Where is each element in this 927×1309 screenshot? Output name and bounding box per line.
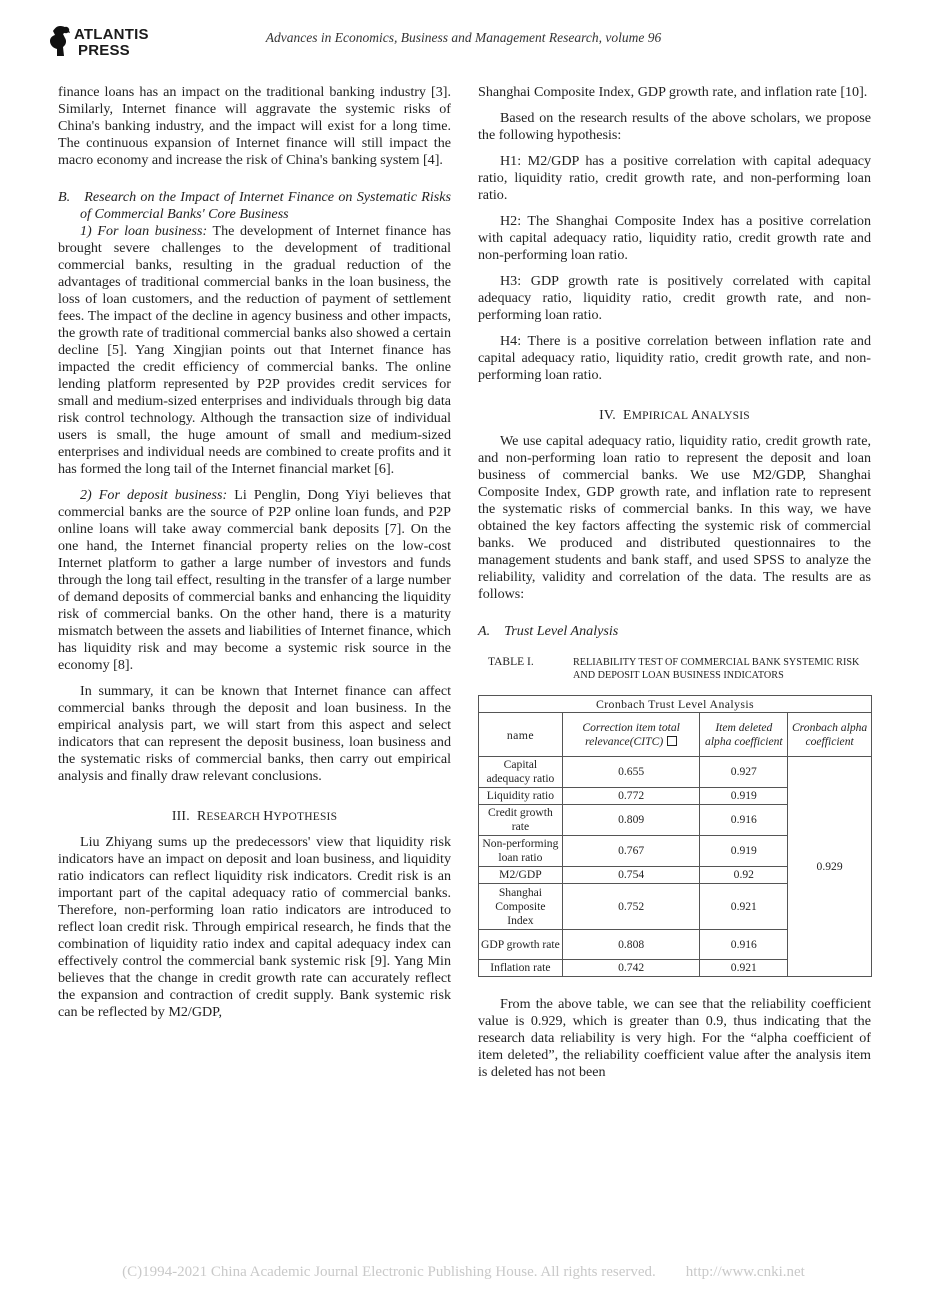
paragraph-empirical-method: We use capital adequacy ratio, liquidity ratio, credit growth rate, and non-performing loan ratio to represent the deposit and loan business of commercial banks. We use M2/GDP, Shanghai Composite Index, GDP growth rate, and inflation rate to represent the systematic risks of commercial banks. In this way, we have obtained the key factors affecting the systemic risk of commercial banks. We produced and distributed questionnaires to the management students and bank staff, and used SPSS to analyze the reliability, validity and correlation of the data. The results are as follows: — [478, 433, 871, 602]
section-heading-empirical-analysis — [478, 406, 871, 425]
paragraph-deposit-business — [58, 487, 451, 674]
section-heading-research-hypothesis — [58, 807, 451, 826]
row-item-deleted: 0.916 — [700, 805, 788, 836]
hypothesis-h2: H2: The Shanghai Composite Index has a positive correlation with capital adequacy ratio, liquidity ratio, credit growth rate and non-performing loan ratio. — [478, 213, 871, 263]
loan-business-text: The development of Internet finance has brought severe challenges to the development of traditional commercial banks, resulting in the gradual reduction of the advantages of traditional commercial banks in the loan business, the loss of loan customers, and the reduction of payment of settlement fees. The impact of the decline in agency business and other impacts, the growth rate of traditional commercial banks also showed a certain decline [5]. Yang Xingjian points out that Internet finance has impacted the credit efficiency of commercial banks. The online lending platform represented by P2P provides credit services for small and medium-sized enterprises and individuals through big data risk control technology. Although the transaction size of individual users is small, the huge amount of small and medium-sized enterprises and individual needs are combined to create profits and it has formed the long tail of the Internet financial market [6]. — [58, 223, 451, 477]
column-header-citc — [562, 713, 700, 757]
left-column — [58, 84, 451, 1021]
row-item-deleted: 0.916 — [700, 930, 788, 960]
section-smallcaps: NALYSIS — [701, 410, 750, 422]
running-head: Advances in Economics, Business and Management Research, volume 96 — [265, 30, 662, 45]
logo-text-press: PRESS — [78, 42, 130, 59]
section-initial: E — [623, 407, 632, 422]
section-initial: A — [690, 407, 702, 422]
hypothesis-h1: H1: M2/GDP has a positive correlation with capital adequacy ratio, liquidity ratio, credit growth rate, and non-performing loan ratio. — [478, 153, 871, 203]
row-name: Liquidity ratio — [479, 788, 563, 805]
copyright-footer: (C)1994-2021 China Academic Journal Electronic Publishing House. All rights reserved. http://www.cnki.net — [122, 1264, 805, 1280]
row-citc: 0.752 — [562, 884, 700, 930]
paragraph-continuation: Shanghai Composite Index, GDP growth rate, and inflation rate [10]. — [478, 84, 868, 100]
row-name: Shanghai Composite Index — [479, 884, 563, 930]
row-citc: 0.742 — [562, 960, 700, 977]
row-name: M2/GDP — [479, 867, 563, 884]
table-caption-text: RELIABILITY TEST OF COMMERCIAL BANK SYSTEMIC RISK AND DEPOSIT LOAN BUSINESS INDICATORS — [573, 657, 860, 681]
table-title: Cronbach Trust Level Analysis — [479, 696, 872, 713]
row-citc: 0.808 — [562, 930, 700, 960]
section-smallcaps: ESEARCH — [206, 811, 264, 823]
row-item-deleted: 0.919 — [700, 836, 788, 867]
row-citc: 0.772 — [562, 788, 700, 805]
column-header-name: name — [479, 713, 563, 757]
hypothesis-h3: H3: GDP growth rate is positively correlated with capital adequacy ratio, liquidity ratio, credit growth rate, and non-performing loan ratio. — [478, 273, 871, 323]
table-label: TABLE I. — [488, 656, 534, 668]
row-citc: 0.655 — [562, 757, 700, 788]
section-initial: R — [196, 808, 207, 823]
section-number: IV. — [599, 407, 624, 422]
table-row — [479, 757, 872, 788]
subsection-b-heading: B. Research on the Impact of Internet Finance on Systematic Risks of Commercial Banks' Core Business — [58, 189, 451, 222]
row-name: Credit growth rate — [479, 805, 563, 836]
loan-business-title: 1) For loan business: — [80, 223, 208, 239]
row-item-deleted: 0.921 — [700, 960, 788, 977]
row-item-deleted: 0.92 — [700, 867, 788, 884]
row-citc: 0.767 — [562, 836, 700, 867]
row-citc: 0.809 — [562, 805, 700, 836]
paragraph-loan-business — [58, 223, 451, 478]
subsection-a-heading: A. Trust Level Analysis — [478, 623, 619, 639]
row-name: Non-performing loan ratio — [479, 836, 563, 867]
row-item-deleted: 0.921 — [700, 884, 788, 930]
paragraph-liu-zhiyang: Liu Zhiyang sums up the predecessors' view that liquidity risk indicators have an impact on deposit and loan business, and liquidity ratio indicators can reflect liquidity risk indicators. Credit risk is an important part of the capital adequacy ratio of commercial banks. Therefore, non-performing loan ratio indicators are introduced to reflect loan credit risk. Through empirical research, he finds that the combination of liquidity ratio index and capital adequacy index can effectively control the commercial bank systemic risk [9]. Yang Min believes that the change in credit growth rate can accurately reflect the expansion and contraction of credit supply. Bank systemic risk can be reflected by M2/GDP, — [58, 834, 451, 1020]
deposit-business-title: 2) For deposit business: — [80, 487, 228, 503]
row-item-deleted: 0.919 — [700, 788, 788, 805]
row-name: Capital adequacy ratio — [479, 757, 563, 788]
reliability-table — [478, 695, 872, 977]
deposit-business-text: Li Penglin, Dong Yiyi believes that commercial banks are the source of P2P online loan funds, and P2P online loans will take away commercial bank deposits [7]. On the one hand, the Internet financial property relies on the low-cost Internet platform to gather a large number of investors and funds through the long tail effect, resulting in the transfer of a large number of demand deposits of commercial banks and enhancing the liquidity risk of commercial banks. On the other hand, there is a maturity mismatch between the assets and liabilities of Internet finance, which has liquidity risk and may become a systemic risk source in the economy [8]. — [58, 487, 451, 673]
section-initial: H — [263, 808, 274, 823]
paragraph-summary: In summary, it can be known that Internet finance can affect commercial banks through the deposit and loan business. In the empirical analysis part, we will start from this aspect and select indicators that can represent the deposit business, loan business and the systematic risks of commercial banks, then carry out empirical analysis and finally draw relevant conclusions. — [58, 683, 451, 784]
column-header-cronbach: Cronbach alpha coefficient — [788, 713, 872, 757]
row-item-deleted: 0.927 — [700, 757, 788, 788]
paragraph-based-on: Based on the research results of the above scholars, we propose the following hypothesis: — [478, 110, 871, 143]
row-citc: 0.754 — [562, 867, 700, 884]
hypothesis-h4: H4: There is a positive correlation between inflation rate and capital adequacy ratio, liquidity ratio, credit growth rate, and non-performing loan ratio. — [478, 333, 871, 383]
paragraph-after-table: From the above table, we can see that the reliability coefficient value is 0.929, which is greater than 0.9, thus indicating that the research data reliability is very high. For the “alpha coefficient of item deleted”, the reliability coefficient value after the analysis item is deleted has not been — [478, 996, 871, 1080]
checkbox-glyph-icon — [667, 736, 677, 746]
section-smallcaps: YPOTHESIS — [273, 811, 338, 823]
right-column — [478, 84, 871, 1081]
row-name: GDP growth rate — [479, 930, 563, 960]
logo-text-atlantis: ATLANTIS — [74, 26, 149, 43]
section-smallcaps: MPIRICAL — [631, 410, 691, 422]
paragraph-intro-continued: finance loans has an impact on the traditional banking industry [3]. Similarly, Internet finance will aggravate the systemic risks of China's banking industry, and the impact will exist for a long time. The continuous expansion of Internet finance will still impact the macro economy and increase the risk of China's banking system [4]. — [58, 84, 451, 168]
cronbach-alpha-value: 0.929 — [788, 757, 872, 977]
column-header-item-deleted: Item deleted alpha coefficient — [700, 713, 788, 757]
section-number: III. — [171, 808, 197, 823]
row-name: Inflation rate — [479, 960, 563, 977]
table-caption — [478, 656, 871, 684]
column-header-citc-text: Correction item total relevance(CITC) — [582, 720, 680, 748]
